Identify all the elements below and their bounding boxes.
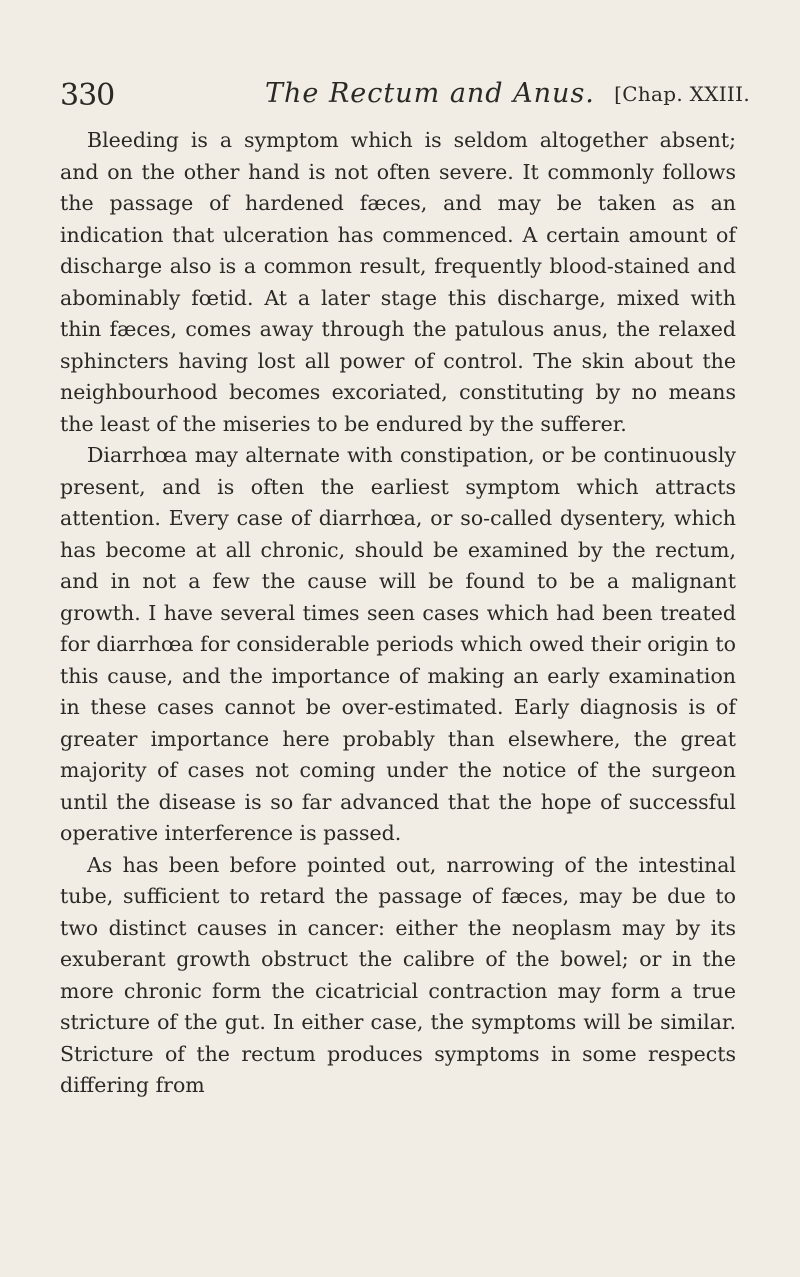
paragraph-bleeding: Bleeding is a symptom which is seldom altogether absent; and on the other hand is not often severe. It commonly follows the passage of hardened fæces, and may be taken as an indication that ulceration has commenced. A certain amount of discharge also is a common result, frequently blood-stained and abominably fœtid. At a later stage this discharge, mixed with thin fæces, comes away through the patulous anus, the relaxed sphincters having lost all power of control. The skin about the neighbourhood becomes excoriated, constituting by no means the least of the miseries to be endured by the sufferer. <box>60 128 736 436</box>
paragraph-narrowing: As has been before pointed out, narrowing of the intestinal tube, sufficient to retard the passage of fæces, may be due to two distinct causes in cancer: either the neoplasm may by its exuberant growth obstruct the calibre of the bowel; or in the more chronic form the cicatricial contraction may form a true stricture of the gut. In either case, the symptoms will be similar. Stricture of the rectum produces symptoms in some respects differing from <box>60 852 736 1097</box>
paragraph-diarrhoea: Diarrhœa may alternate with constipation, or be continuously present, and is often the earliest symptom which attracts attention. Every case of diarrhœa, or so-called dysentery, which has become at all chronic, should be examined by the rectum, and in not a few the cause will be found to be a malignant growth. I have several times seen cases which had been treated for diarrhœa for considerable periods which owed their origin to this cause, and the importance of making an early examination in these cases cannot be over-estimated. Early diagnosis is of greater importance here probably than elsewhere, the great majority of cases not coming under the notice of the surgeon until the disease is so far advanced that the hope of successful operative interference is passed. <box>60 443 736 845</box>
page-header <box>60 76 750 116</box>
running-title: The Rectum and Anus. <box>265 78 595 109</box>
page-number: 330 <box>60 78 115 113</box>
body-text <box>60 125 736 1102</box>
chapter-reference: [Chap. XXIII. <box>614 82 750 106</box>
